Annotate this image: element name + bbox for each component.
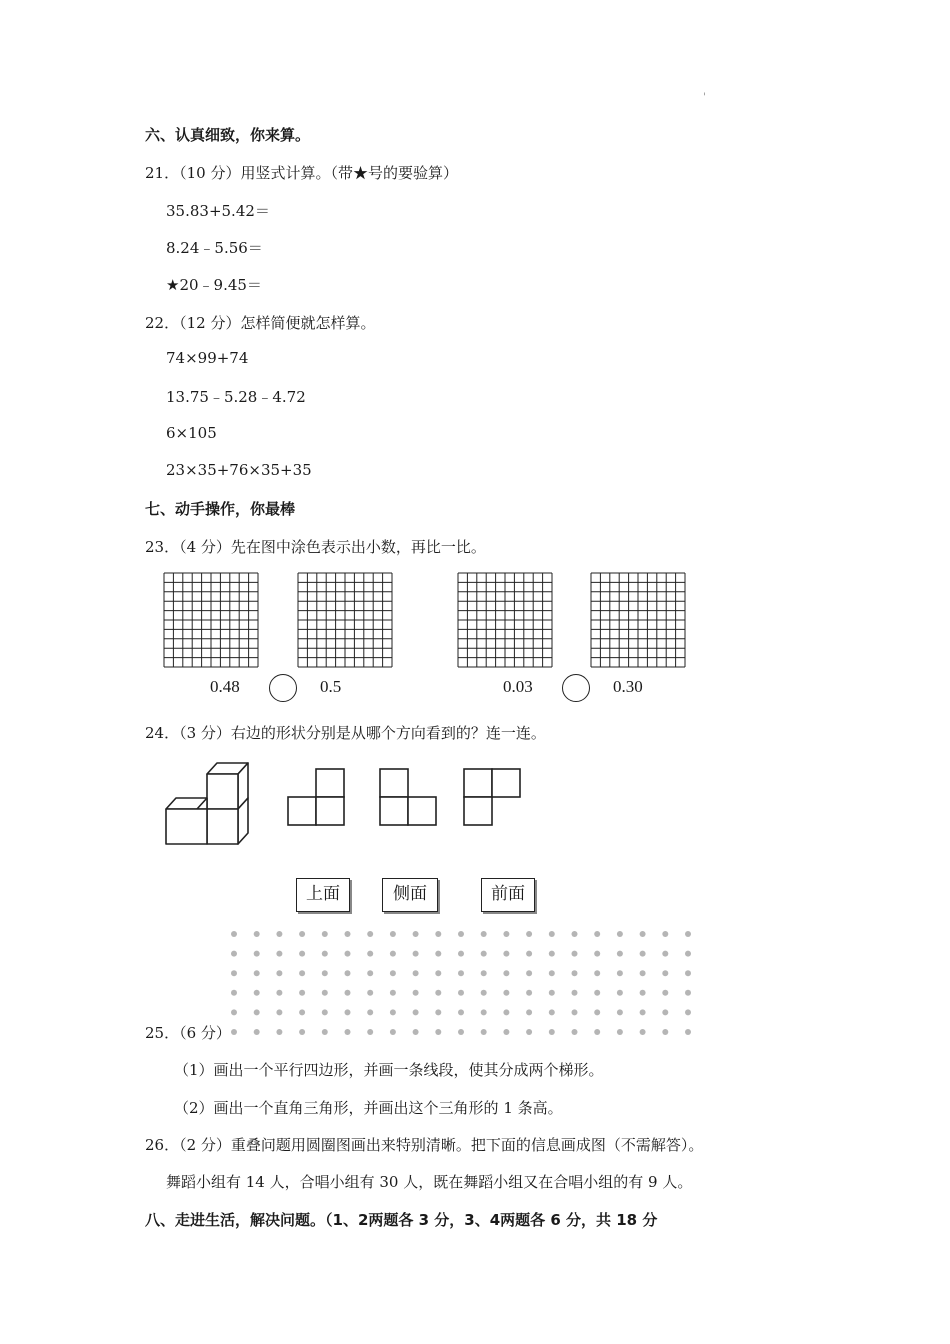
view-label-top[interactable]: 上面 — [296, 878, 350, 912]
hundred-grid[interactable] — [590, 572, 686, 668]
dot-grid[interactable] — [226, 926, 696, 1038]
decimal-label: 0.48 — [210, 677, 240, 696]
compare-circle[interactable] — [562, 674, 590, 702]
q21-item: 8.24﹣5.56＝ — [166, 239, 263, 257]
q25-item: （1）画出一个平行四边形，并画一条线段，使其分成两个梯形。 — [174, 1061, 604, 1079]
q21-item: 35.83+5.42＝ — [166, 202, 270, 220]
q22-title: 22．（12 分）怎样简便就怎样算。 — [145, 314, 376, 332]
q26-text: 舞蹈小组有 14 人，合唱小组有 30 人，既在舞蹈小组又在合唱小组的有 9 人。 — [166, 1173, 693, 1191]
hundred-grid[interactable] — [297, 572, 393, 668]
hundred-grid[interactable] — [163, 572, 259, 668]
q23-title: 23．（4 分）先在图中涂色表示出小数，再比一比。 — [145, 538, 486, 556]
compare-circle[interactable] — [269, 674, 297, 702]
q22-item: 23×35+76×35+35 — [166, 461, 312, 479]
q21-item: ★20﹣9.45＝ — [166, 276, 262, 294]
decimal-label: 0.03 — [503, 677, 533, 696]
decimal-label: 0.5 — [320, 677, 342, 696]
view-shape[interactable] — [287, 768, 347, 828]
section-8-heading: 八、走进生活，解决问题。（1、2两题各 3 分，3、4两题各 6 分，共 18 分 — [145, 1211, 658, 1229]
q21-title: 21．（10 分）用竖式计算。（带★号的要验算） — [145, 164, 458, 182]
view-shape[interactable] — [379, 768, 439, 828]
view-label-side[interactable]: 侧面 — [382, 878, 438, 912]
view-shape[interactable] — [463, 768, 523, 828]
q26-title: 26．（2 分）重叠问题用圆圈图画出来特别清晰。把下面的信息画成图（不需解答）。 — [145, 1136, 704, 1154]
view-label-front[interactable]: 前面 — [481, 878, 535, 912]
q22-item: 74×99+74 — [166, 349, 249, 367]
q22-item: 13.75﹣5.28﹣4.72 — [166, 388, 306, 406]
q24-title: 24．（3 分）右边的形状分别是从哪个方向看到的？连一连。 — [145, 724, 546, 742]
q25-title: 25．（6 分） — [145, 1024, 231, 1042]
q22-item: 6×105 — [166, 424, 217, 442]
hundred-grid[interactable] — [457, 572, 553, 668]
section-7-heading: 七、动手操作，你最棒 — [145, 500, 296, 518]
cube-stack-figure — [160, 758, 256, 850]
section-6-heading: 六、认真细致，你来算。 — [145, 126, 311, 144]
page-mark: ' — [703, 92, 706, 103]
decimal-label: 0.30 — [613, 677, 643, 696]
q25-item: （2）画出一个直角三角形，并画出这个三角形的 1 条高。 — [174, 1099, 563, 1117]
